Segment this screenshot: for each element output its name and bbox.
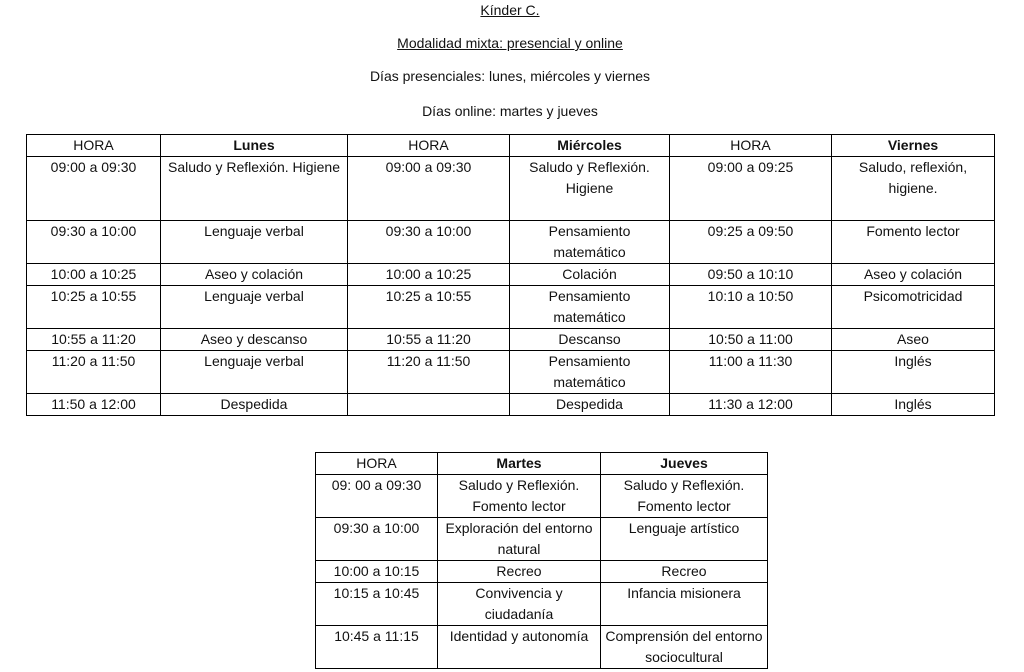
- table-cell: Inglés: [832, 351, 995, 394]
- table-cell: Aseo y colación: [832, 264, 995, 286]
- table-cell: 11:20 a 11:50: [348, 351, 510, 394]
- table-row: [316, 475, 768, 518]
- table-cell: Infancia misionera: [601, 583, 768, 626]
- table-row: [316, 626, 768, 669]
- header-hora: HORA: [316, 453, 438, 475]
- table-cell: 09:25 a 09:50: [670, 221, 832, 264]
- header-hora: HORA: [670, 135, 832, 157]
- table-cell: Aseo y descanso: [161, 329, 348, 351]
- presencial-days-text: Días presenciales: lunes, miércoles y viernes: [369, 68, 651, 84]
- table-row: [316, 518, 768, 561]
- header-hora: HORA: [27, 135, 161, 157]
- table-cell: Inglés: [832, 394, 995, 416]
- table-cell: Recreo: [438, 561, 601, 583]
- table-cell: 09:30 a 10:00: [348, 221, 510, 264]
- table-cell: Colación: [510, 264, 670, 286]
- table-cell: Lenguaje verbal: [161, 221, 348, 264]
- document-title: Kínder C.: [480, 2, 540, 18]
- header-miercoles: Miércoles: [510, 135, 670, 157]
- modality-subtitle: Modalidad mixta: presencial y online: [397, 35, 623, 51]
- table-cell: 10:25 a 10:55: [27, 286, 161, 329]
- table-cell: Lenguaje verbal: [161, 286, 348, 329]
- table-cell: 10:45 a 11:15: [316, 626, 438, 669]
- table-cell: 10:55 a 11:20: [348, 329, 510, 351]
- table-cell: 10:00 a 10:15: [316, 561, 438, 583]
- presencial-schedule-table: [26, 134, 995, 416]
- table-row: [27, 394, 995, 416]
- table-cell: 09:00 a 09:25: [670, 157, 832, 221]
- table-row: [27, 157, 995, 221]
- table-cell: 11:50 a 12:00: [27, 394, 161, 416]
- online-days-text: Días online: martes y jueves: [422, 103, 598, 119]
- table-row: [27, 221, 995, 264]
- table-cell: 10:00 a 10:25: [27, 264, 161, 286]
- table-cell: 10:55 a 11:20: [27, 329, 161, 351]
- table-cell: Pensamiento matemático: [510, 286, 670, 329]
- online-schedule-table: [315, 452, 768, 669]
- table-row: [316, 583, 768, 626]
- table-cell: Saludo, reflexión, higiene.: [832, 157, 995, 221]
- table-row: [27, 351, 995, 394]
- table-cell: Saludo y Reflexión. Fomento lector: [601, 475, 768, 518]
- header-hora: HORA: [348, 135, 510, 157]
- header-jueves: Jueves: [601, 453, 768, 475]
- table-cell: Pensamiento matemático: [510, 221, 670, 264]
- table-cell: 11:20 a 11:50: [27, 351, 161, 394]
- table-cell: 10:50 a 11:00: [670, 329, 832, 351]
- table-row: [27, 264, 995, 286]
- table-cell: 10:15 a 10:45: [316, 583, 438, 626]
- table-cell: Saludo y Reflexión. Fomento lector: [438, 475, 601, 518]
- table-row: [27, 286, 995, 329]
- table-cell: Pensamiento matemático: [510, 351, 670, 394]
- table-cell: [348, 394, 510, 416]
- table-cell: 10:00 a 10:25: [348, 264, 510, 286]
- table-header-row: [316, 453, 768, 475]
- table-cell: Identidad y autonomía: [438, 626, 601, 669]
- table-cell: Saludo y Reflexión. Higiene: [161, 157, 348, 221]
- table-cell: 09: 00 a 09:30: [316, 475, 438, 518]
- table-cell: Despedida: [510, 394, 670, 416]
- table-cell: Fomento lector: [832, 221, 995, 264]
- table-cell: Exploración del entorno natural: [438, 518, 601, 561]
- table-cell: 09:30 a 10:00: [27, 221, 161, 264]
- table-cell: Psicomotricidad: [832, 286, 995, 329]
- table-row: [27, 329, 995, 351]
- table-cell: Despedida: [161, 394, 348, 416]
- table-cell: 09:50 a 10:10: [670, 264, 832, 286]
- table-cell: Aseo y colación: [161, 264, 348, 286]
- header-lunes: Lunes: [161, 135, 348, 157]
- header-viernes: Viernes: [832, 135, 995, 157]
- header-martes: Martes: [438, 453, 601, 475]
- table-cell: 11:00 a 11:30: [670, 351, 832, 394]
- table-cell: Convivencia y ciudadanía: [438, 583, 601, 626]
- table-cell: Lenguaje verbal: [161, 351, 348, 394]
- table-header-row: [27, 135, 995, 157]
- table-cell: 10:25 a 10:55: [348, 286, 510, 329]
- table-row: [316, 561, 768, 583]
- table-cell: 09:00 a 09:30: [27, 157, 161, 221]
- table-cell: Descanso: [510, 329, 670, 351]
- table-cell: 10:10 a 10:50: [670, 286, 832, 329]
- table-cell: Aseo: [832, 329, 995, 351]
- table-cell: 09:00 a 09:30: [348, 157, 510, 221]
- table-cell: Saludo y Reflexión. Higiene: [510, 157, 670, 221]
- table-cell: 09:30 a 10:00: [316, 518, 438, 561]
- table-cell: Lenguaje artístico: [601, 518, 768, 561]
- table-cell: Comprensión del entorno sociocultural: [601, 626, 768, 669]
- table-cell: 11:30 a 12:00: [670, 394, 832, 416]
- table-cell: Recreo: [601, 561, 768, 583]
